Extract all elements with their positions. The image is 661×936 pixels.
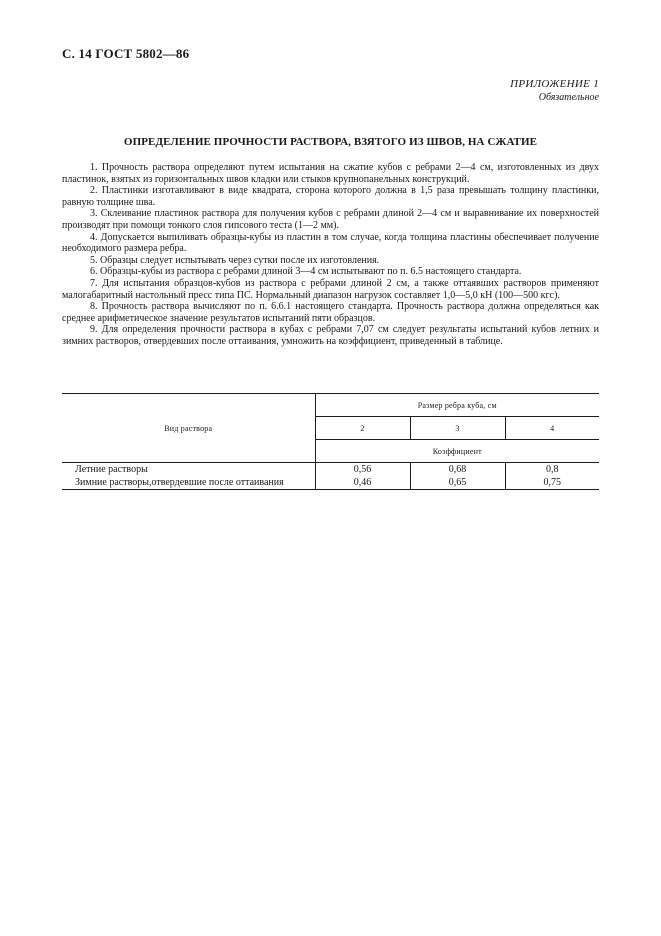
table-row-label: Летние растворы <box>62 463 315 477</box>
table-header-cube-size: Размер ребра куба, см <box>315 394 599 417</box>
paragraph-2: 2. Пластинки изготавливают в виде квадрата, сторона которого должна в 1,5 раза превышать толщину пластинки, равную толщине шва. <box>62 185 599 208</box>
document-body <box>62 162 599 348</box>
document-title: ОПРЕДЕЛЕНИЕ ПРОЧНОСТИ РАСТВОРА, ВЗЯТОГО ИЗ ШВОВ, НА СЖАТИЕ <box>123 136 538 148</box>
table-header-size-3: 3 <box>410 417 505 440</box>
paragraph-4: 4. Допускается выпиливать образцы-кубы из пластин в том случае, когда толщина пластины обеспечивает получение необходимого размера ребра. <box>62 231 599 255</box>
table-row-label: Зимние растворы,отвердевшие после оттаивания <box>62 476 315 490</box>
paragraph-1: 1. Прочность раствора определяют путем испытания на сжатие кубов с ребрами 2—4 см, изготовленных из двух пластинок, взятых из горизонтальных швов кладки или стыков крупнопанельных конструкций. <box>62 162 599 185</box>
table-header-size-4: 4 <box>505 417 599 440</box>
table-cell: 0,75 <box>505 476 599 490</box>
paragraph-3: 3. Склеивание пластинок раствора для получения кубов с ребрами длиной 2—4 см и выравнивание их поверхностей производят при помощи тонкого слоя гипсового теста (1—2 мм). <box>62 208 599 231</box>
table-cell: 0,68 <box>410 463 505 477</box>
table-header-mortar-type: Вид раствора <box>62 394 315 463</box>
page-header: С. 14 ГОСТ 5802—86 <box>62 46 190 61</box>
table-cell: 0,8 <box>546 464 559 475</box>
appendix-subtitle: Обязательное <box>538 92 599 103</box>
table-header-coefficient: Коэффициент <box>315 440 599 463</box>
paragraph-5: 5. Образцы следует испытывать через сутки после их изготовления. <box>90 254 380 266</box>
appendix-title: ПРИЛОЖЕНИЕ 1 <box>510 78 599 90</box>
table-header-size-2: 2 <box>315 417 410 440</box>
table-cell: 0,65 <box>410 476 505 490</box>
paragraph-9: 9. Для определения прочности раствора в кубах с ребрами 7,07 см следует результаты испытаний кубов летних и зимних растворов, отвердевших после оттаивания, умножить на коэффициент, приведенный в таблице. <box>62 324 599 347</box>
table-row <box>62 463 599 477</box>
coefficient-table <box>62 393 599 490</box>
paragraph-7: 7. Для испытания образцов-кубов из раствора с ребрами длиной 2 см, а также оттаявших растворов применяют малогабаритный настольный пресс типа ПС. Нормальный диапазон нагрузок составляет 1,0—5,0 кН (100—500 кгс). <box>62 277 599 301</box>
paragraph-8: 8. Прочность раствора вычисляют по п. 6.6.1 настоящего стандарта. Прочность раствора должна определяться как среднее арифметическое значение результатов испытаний пяти образцов. <box>62 301 599 324</box>
table-cell: 0,46 <box>315 476 410 490</box>
paragraph-6: 6. Образцы-кубы из раствора с ребрами длиной 3—4 см испытывают по п. 6.5 настоящего стандарта. <box>90 266 522 278</box>
table-row <box>62 476 599 490</box>
appendix-label <box>510 78 599 104</box>
table-cell: 0,56 <box>315 463 410 477</box>
